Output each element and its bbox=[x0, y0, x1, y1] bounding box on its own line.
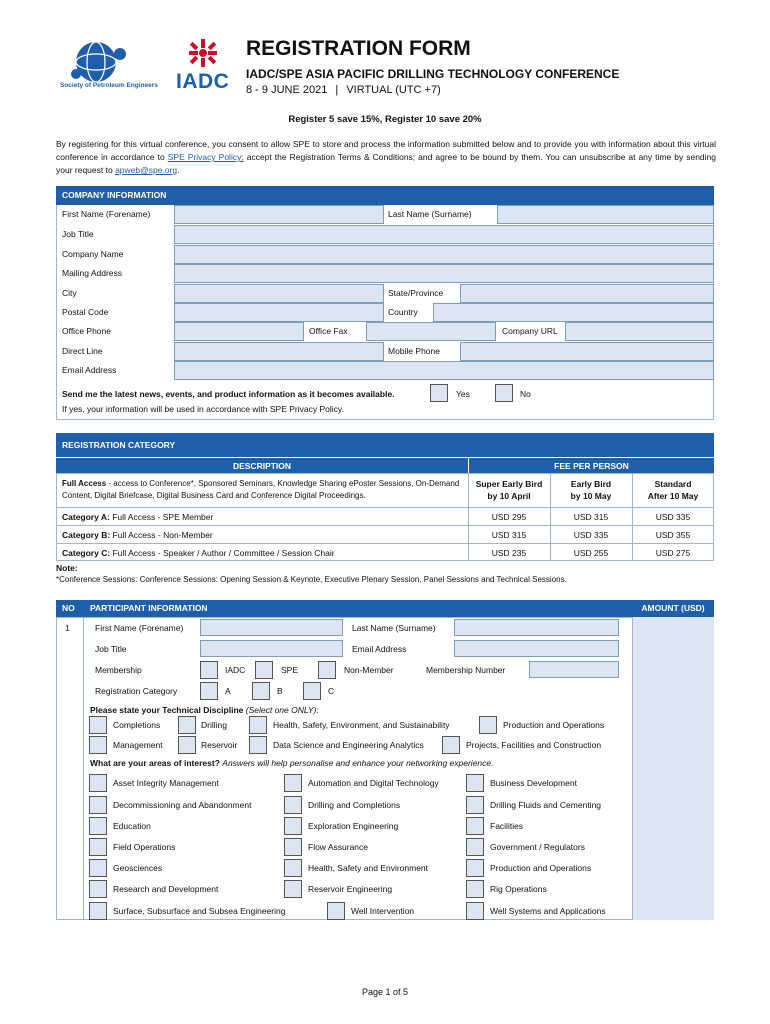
interest-label: Decommissioning and Abandonment bbox=[113, 800, 252, 810]
interest-label: Automation and Digital Technology bbox=[308, 778, 439, 788]
membership-iadc-label: IADC bbox=[225, 665, 246, 675]
interest-checkbox[interactable] bbox=[466, 902, 484, 920]
amount-col-header: AMOUNT (USD) bbox=[641, 603, 705, 613]
interest-label: Production and Operations bbox=[490, 863, 592, 873]
discipline-reservoir-checkbox[interactable] bbox=[178, 736, 196, 754]
privacy-policy-link[interactable]: SPE Privacy Policy; bbox=[167, 152, 244, 162]
interest-hint: Answers will help personalise and enhance your networking experience. bbox=[222, 758, 494, 768]
discipline-hint: (Select one ONLY): bbox=[245, 705, 319, 715]
category-b-fee-early: USD 335 bbox=[573, 530, 609, 540]
interest-label: Research and Development bbox=[113, 884, 219, 894]
discipline-completions-label: Completions bbox=[113, 720, 161, 730]
separator: | bbox=[335, 84, 339, 96]
p-last-name-label: Last Name (Surname) bbox=[352, 623, 436, 633]
membership-non-member-label: Non-Member bbox=[344, 665, 394, 675]
interest-label: Rig Operations bbox=[490, 884, 547, 894]
news-no-checkbox[interactable] bbox=[495, 384, 513, 402]
iadc-logo-text: IADC bbox=[176, 70, 230, 93]
reg-category-a-checkbox[interactable] bbox=[200, 682, 218, 700]
iadc-logo bbox=[178, 38, 228, 68]
discipline-hse-label: Health, Safety, Environment, and Sustainability bbox=[273, 720, 450, 730]
discipline-data-science-checkbox[interactable] bbox=[249, 736, 267, 754]
category-b-label: Category B: bbox=[62, 530, 111, 540]
page-title: REGISTRATION FORM bbox=[246, 37, 471, 60]
interest-label: Well Intervention bbox=[351, 906, 415, 916]
postal-field[interactable] bbox=[174, 303, 384, 322]
interest-checkbox[interactable] bbox=[89, 774, 107, 792]
direct-line-field[interactable] bbox=[174, 342, 384, 361]
interest-checkbox[interactable] bbox=[284, 838, 302, 856]
interest-label: Education bbox=[113, 821, 151, 831]
interest-label: Asset Integrity Management bbox=[113, 778, 219, 788]
city-label: City bbox=[62, 288, 77, 298]
company-name-field[interactable] bbox=[174, 245, 714, 264]
email-field[interactable] bbox=[174, 361, 714, 380]
discipline-hse-checkbox[interactable] bbox=[249, 716, 267, 734]
interest-checkbox[interactable] bbox=[89, 838, 107, 856]
p-email-label: Email Address bbox=[352, 644, 407, 654]
interest-label: Health, Safety and Environment bbox=[308, 863, 429, 873]
interest-label: Surface, Subsurface and Subsea Engineering bbox=[113, 906, 286, 916]
membership-number-label: Membership Number bbox=[426, 665, 506, 675]
category-b-row bbox=[62, 530, 213, 540]
discipline-drilling-label: Drilling bbox=[201, 720, 227, 730]
spe-logo-caption: Society of Petroleum Engineers bbox=[60, 82, 158, 89]
fee-header-standard: Standard After 10 May bbox=[647, 479, 699, 501]
interest-checkbox[interactable] bbox=[466, 774, 484, 792]
no-col-header: NO bbox=[62, 603, 75, 613]
news-note: If yes, your information will be used in accordance with SPE Privacy Policy. bbox=[62, 404, 344, 414]
interest-checkbox[interactable] bbox=[284, 817, 302, 835]
category-b-text: Full Access - Non-Member bbox=[110, 530, 213, 540]
dates: 8 - 9 JUNE 2021 bbox=[246, 84, 328, 96]
interest-label: Facilities bbox=[490, 821, 524, 831]
last-name-field[interactable] bbox=[497, 205, 714, 224]
full-access-description bbox=[62, 478, 462, 502]
consent-text-1: By registering for this virtual conference, you consent to allow SPE to store and process the information submitted below and to provide you with information about this virtual conference in accordance to bbox=[56, 139, 716, 162]
office-fax-field[interactable] bbox=[366, 322, 496, 341]
interest-label: Geosciences bbox=[113, 863, 163, 873]
interest-checkbox[interactable] bbox=[466, 796, 484, 814]
membership-number-field[interactable] bbox=[529, 661, 619, 678]
interest-label: Well Systems and Applications bbox=[490, 906, 606, 916]
news-optin-label: Send me the latest news, events, and product information as it becomes available. bbox=[62, 389, 395, 399]
interest-checkbox[interactable] bbox=[284, 859, 302, 877]
country-label: Country bbox=[388, 307, 418, 317]
interest-label: Business Development bbox=[490, 778, 577, 788]
fee-header-early: Early Bird by 10 May bbox=[570, 479, 612, 501]
interest-checkbox[interactable] bbox=[284, 774, 302, 792]
mobile-phone-label: Mobile Phone bbox=[388, 346, 440, 356]
office-phone-field[interactable] bbox=[174, 322, 304, 341]
interest-label: What are your areas of interest? bbox=[90, 758, 220, 768]
category-b-fee-standard: USD 355 bbox=[655, 530, 691, 540]
discipline-data-science-label: Data Science and Engineering Analytics bbox=[273, 740, 424, 750]
discipline-prompt bbox=[90, 705, 319, 715]
registration-header: REGISTRATION CATEGORY bbox=[56, 433, 714, 457]
full-access-title: Full Access bbox=[62, 479, 107, 488]
email-label: Email Address bbox=[62, 365, 117, 375]
fee-col-header: FEE PER PERSON bbox=[468, 457, 714, 473]
office-phone-label: Office Phone bbox=[62, 326, 111, 336]
category-c-fee-super-early: USD 235 bbox=[491, 548, 527, 558]
membership-spe-checkbox[interactable] bbox=[255, 661, 273, 679]
reg-category-c-label: C bbox=[328, 686, 335, 696]
discipline-management-label: Management bbox=[113, 740, 163, 750]
category-a-fee-early: USD 315 bbox=[573, 512, 609, 522]
news-no-label: No bbox=[520, 389, 531, 399]
interest-checkbox[interactable] bbox=[89, 902, 107, 920]
interest-label: Government / Regulators bbox=[490, 842, 585, 852]
membership-label: Membership bbox=[95, 665, 142, 675]
mobile-phone-field[interactable] bbox=[460, 342, 714, 361]
membership-spe-label: SPE bbox=[281, 665, 299, 675]
news-yes-label: Yes bbox=[456, 389, 470, 399]
amount-field[interactable] bbox=[632, 617, 714, 920]
category-a-row bbox=[62, 512, 213, 522]
interest-checkbox[interactable] bbox=[284, 880, 302, 898]
interest-checkbox[interactable] bbox=[89, 817, 107, 835]
p-first-name-label: First Name (Forename) bbox=[95, 623, 184, 633]
reg-category-b-label: B bbox=[277, 686, 283, 696]
job-title-label: Job Title bbox=[62, 229, 94, 239]
p-email-field[interactable] bbox=[454, 640, 619, 657]
interest-label: Field Operations bbox=[113, 842, 176, 852]
reg-category-b-checkbox[interactable] bbox=[252, 682, 270, 700]
category-c-fee-standard: USD 275 bbox=[655, 548, 691, 558]
last-name-label: Last Name (Surname) bbox=[388, 209, 472, 219]
interest-prompt bbox=[90, 758, 494, 768]
job-title-field[interactable] bbox=[174, 225, 714, 244]
consent-text-3: . bbox=[177, 165, 180, 175]
description-col-header: DESCRIPTION bbox=[56, 457, 468, 473]
membership-iadc-checkbox[interactable] bbox=[200, 661, 218, 679]
conference-dates bbox=[246, 84, 441, 96]
consent-paragraph bbox=[56, 138, 716, 177]
first-name-label: First Name (Forename) bbox=[62, 209, 151, 219]
mailing-address-label: Mailing Address bbox=[62, 268, 123, 278]
country-field[interactable] bbox=[433, 303, 714, 322]
interest-label: Drilling Fluids and Cementing bbox=[490, 800, 602, 810]
interest-label: Exploration Engineering bbox=[308, 821, 399, 831]
note-text: *Conference Sessions: Conference Sessions: Opening Session & Keynote, Executive Plenary Session, Panel Sessions and Technical Sessions. bbox=[56, 575, 567, 584]
office-fax-label: Office Fax bbox=[309, 326, 348, 336]
conference-name: IADC/SPE ASIA PACIFIC DRILLING TECHNOLOGY CONFERENCE bbox=[246, 67, 620, 81]
interest-label: Reservoir Engineering bbox=[308, 884, 393, 894]
page-number: Page 1 of 5 bbox=[361, 987, 409, 997]
state-field[interactable] bbox=[460, 284, 714, 303]
interest-checkbox[interactable] bbox=[89, 880, 107, 898]
participant-col-header: PARTICIPANT INFORMATION bbox=[90, 603, 208, 613]
p-job-title-field[interactable] bbox=[200, 640, 343, 657]
discipline-projects-checkbox[interactable] bbox=[442, 736, 460, 754]
interest-checkbox[interactable] bbox=[466, 817, 484, 835]
first-name-field[interactable] bbox=[174, 205, 384, 224]
category-a-label: Category A: bbox=[62, 512, 110, 522]
discipline-reservoir-label: Reservoir bbox=[201, 740, 238, 750]
full-access-text: - access to Conference*, Sponsored Seminars, Knowledge Sharing ePoster Sessions, On-Demand Content, Digital Briefcase, Digital Business Card and Conference Digital Proceedings. bbox=[62, 479, 460, 500]
interest-checkbox[interactable] bbox=[89, 796, 107, 814]
discipline-management-checkbox[interactable] bbox=[89, 736, 107, 754]
category-c-fee-early: USD 255 bbox=[573, 548, 609, 558]
interest-checkbox[interactable] bbox=[466, 880, 484, 898]
mailing-address-field[interactable] bbox=[174, 264, 714, 283]
venue: VIRTUAL (UTC +7) bbox=[346, 84, 441, 96]
participant-number: 1 bbox=[65, 623, 70, 633]
company-url-label: Company URL bbox=[502, 326, 558, 336]
city-field[interactable] bbox=[174, 284, 384, 303]
interest-checkbox[interactable] bbox=[89, 859, 107, 877]
discipline-drilling-checkbox[interactable] bbox=[178, 716, 196, 734]
category-b-fee-super-early: USD 315 bbox=[491, 530, 527, 540]
p-job-title-label: Job Title bbox=[95, 644, 127, 654]
reg-category-a-label: A bbox=[225, 686, 231, 696]
news-yes-checkbox[interactable] bbox=[430, 384, 448, 402]
company-header: COMPANY INFORMATION bbox=[56, 186, 714, 205]
email-link[interactable]: apweb@spe.org bbox=[115, 165, 178, 175]
postal-label: Postal Code bbox=[62, 307, 109, 317]
promo-text: Register 5 save 15%, Register 10 save 20% bbox=[288, 114, 482, 125]
p-last-name-field[interactable] bbox=[454, 619, 619, 636]
interest-checkbox[interactable] bbox=[466, 838, 484, 856]
company-name-label: Company Name bbox=[62, 249, 124, 259]
discipline-completions-checkbox[interactable] bbox=[89, 716, 107, 734]
category-c-text: Full Access - Speaker / Author / Committee / Session Chair bbox=[110, 548, 335, 558]
interest-checkbox[interactable] bbox=[466, 859, 484, 877]
category-c-label: Category C: bbox=[62, 548, 111, 558]
discipline-production-checkbox[interactable] bbox=[479, 716, 497, 734]
reg-category-label: Registration Category bbox=[95, 686, 178, 696]
reg-category-c-checkbox[interactable] bbox=[303, 682, 321, 700]
discipline-production-label: Production and Operations bbox=[503, 720, 605, 730]
note-label: Note: bbox=[56, 563, 78, 573]
discipline-projects-label: Projects, Facilities and Construction bbox=[466, 740, 602, 750]
category-a-text: Full Access - SPE Member bbox=[109, 512, 214, 522]
interest-checkbox[interactable] bbox=[284, 796, 302, 814]
interest-label: Drilling and Completions bbox=[308, 800, 401, 810]
direct-line-label: Direct Line bbox=[62, 346, 103, 356]
interest-checkbox[interactable] bbox=[327, 902, 345, 920]
company-url-field[interactable] bbox=[565, 322, 714, 341]
consent-text-2: accept the Registration Terms & Conditions; and agree to be bound by them. You can unsubscribe at any time by sending your request to bbox=[56, 152, 717, 175]
interest-label: Flow Assurance bbox=[308, 842, 368, 852]
category-a-fee-standard: USD 335 bbox=[655, 512, 691, 522]
discipline-label: Please state your Technical Discipline bbox=[90, 705, 244, 715]
category-c-row bbox=[62, 548, 335, 558]
membership-non-member-checkbox[interactable] bbox=[318, 661, 336, 679]
fee-header-super-early: Super Early Bird by 10 April bbox=[475, 479, 543, 501]
p-first-name-field[interactable] bbox=[200, 619, 343, 636]
category-a-fee-super-early: USD 295 bbox=[491, 512, 527, 522]
state-label: State/Province bbox=[388, 288, 444, 298]
